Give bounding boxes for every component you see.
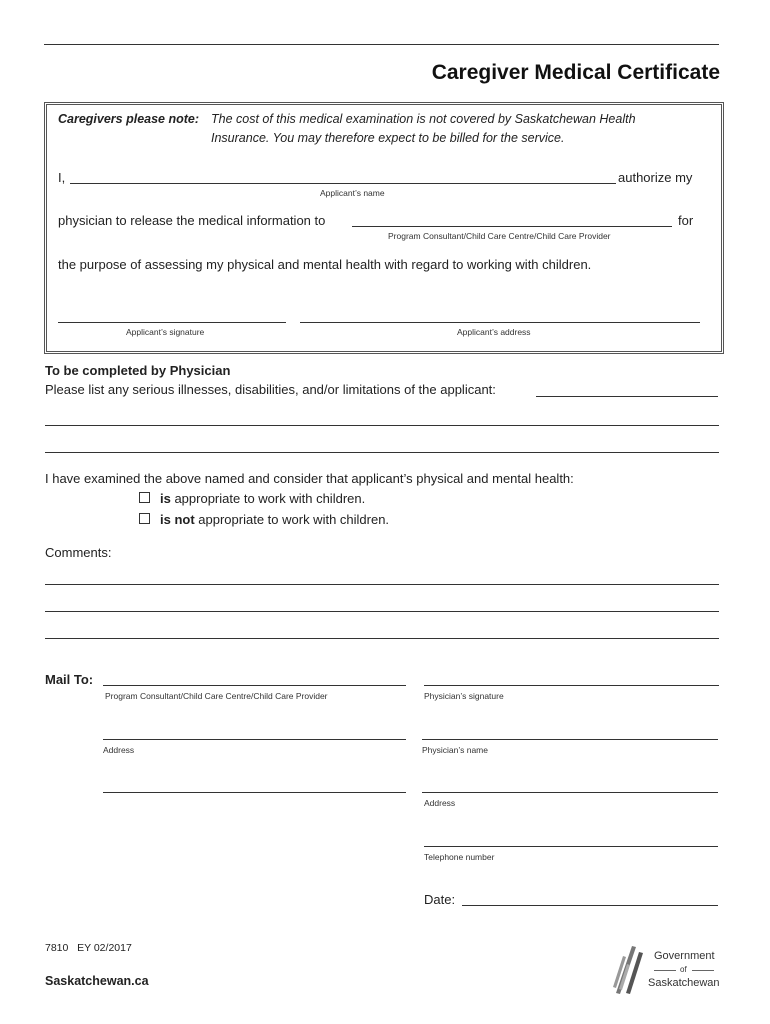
examined-statement: I have examined the above named and consider that applicant’s physical and mental health:	[45, 471, 574, 486]
mail-recipient-field[interactable]	[103, 685, 406, 686]
not-appropriate-option-rest: appropriate to work with children.	[194, 512, 390, 527]
form-number: 7810 EY 02/2017	[45, 942, 132, 954]
not-appropriate-option-bold: is not	[160, 512, 195, 527]
for-text: for	[678, 213, 694, 228]
appropriate-checkbox[interactable]	[139, 492, 150, 503]
telephone-caption: Telephone number	[424, 852, 495, 862]
limitations-field-3[interactable]	[45, 452, 719, 453]
not-appropriate-checkbox[interactable]	[139, 513, 150, 524]
telephone-field[interactable]	[424, 846, 718, 847]
applicant-name-field[interactable]	[70, 183, 616, 184]
comments-field-1[interactable]	[45, 584, 719, 585]
physician-signature-field[interactable]	[424, 685, 719, 686]
mail-recipient-caption: Program Consultant/Child Care Centre/Child Care Provider	[105, 691, 328, 701]
logo-line1: Government	[654, 950, 715, 962]
logo-line2: of	[680, 965, 687, 974]
notice-text-line2: Insurance. You may therefore expect to be billed for the service.	[211, 131, 565, 145]
physician-name-field[interactable]	[422, 739, 718, 740]
limitations-field-2[interactable]	[45, 425, 719, 426]
government-logo	[612, 944, 724, 996]
applicant-name-caption: Applicant’s name	[320, 188, 385, 198]
mail-address-field-2[interactable]	[103, 792, 406, 793]
i-prefix: I,	[58, 170, 66, 185]
mail-address-field[interactable]	[103, 739, 406, 740]
mail-to-label: Mail To:	[45, 672, 94, 687]
release-recipient-caption: Program Consultant/Child Care Centre/Child Care Provider	[388, 231, 611, 241]
authorize-text: authorize my	[618, 170, 693, 185]
physician-signature-caption: Physician’s signature	[424, 691, 504, 701]
limitations-field-1[interactable]	[536, 396, 718, 397]
applicant-address-caption: Applicant’s address	[457, 327, 531, 337]
notice-text-line1: The cost of this medical examination is not covered by Saskatchewan Health	[211, 112, 636, 126]
date-label: Date:	[424, 892, 456, 907]
mail-address-caption: Address	[103, 745, 135, 755]
comments-label: Comments:	[45, 545, 112, 560]
physician-name-caption: Physician’s name	[422, 745, 488, 755]
date-field[interactable]	[462, 905, 718, 906]
applicant-address-field[interactable]	[300, 322, 700, 323]
comments-field-3[interactable]	[45, 638, 719, 639]
wheat-sheaf-icon	[612, 944, 646, 996]
physician-section-heading: To be completed by Physician	[45, 363, 231, 378]
release-text: physician to release the medical information to	[58, 213, 326, 228]
appropriate-option-label	[160, 491, 365, 506]
appropriate-option-rest: appropriate to work with children.	[170, 491, 366, 506]
notice-label: Caregivers please note:	[58, 112, 200, 126]
applicant-signature-caption: Applicant’s signature	[126, 327, 205, 337]
comments-field-2[interactable]	[45, 611, 719, 612]
logo-line3: Saskatchewan	[648, 977, 720, 989]
purpose-text: the purpose of assessing my physical and mental health with regard to working with children.	[58, 257, 592, 272]
physician-address-field[interactable]	[422, 792, 718, 793]
logo-of-row	[654, 965, 720, 976]
limitations-prompt: Please list any serious illnesses, disabilities, and/or limitations of the applicant:	[45, 382, 496, 397]
top-rule	[44, 44, 719, 45]
not-appropriate-option-label	[160, 512, 389, 527]
website: Saskatchewan.ca	[45, 974, 149, 988]
page-title: Caregiver Medical Certificate	[431, 61, 720, 84]
release-recipient-field[interactable]	[352, 226, 672, 227]
physician-address-caption: Address	[424, 798, 456, 808]
appropriate-option-bold: is	[160, 491, 171, 506]
applicant-signature-field[interactable]	[58, 322, 286, 323]
